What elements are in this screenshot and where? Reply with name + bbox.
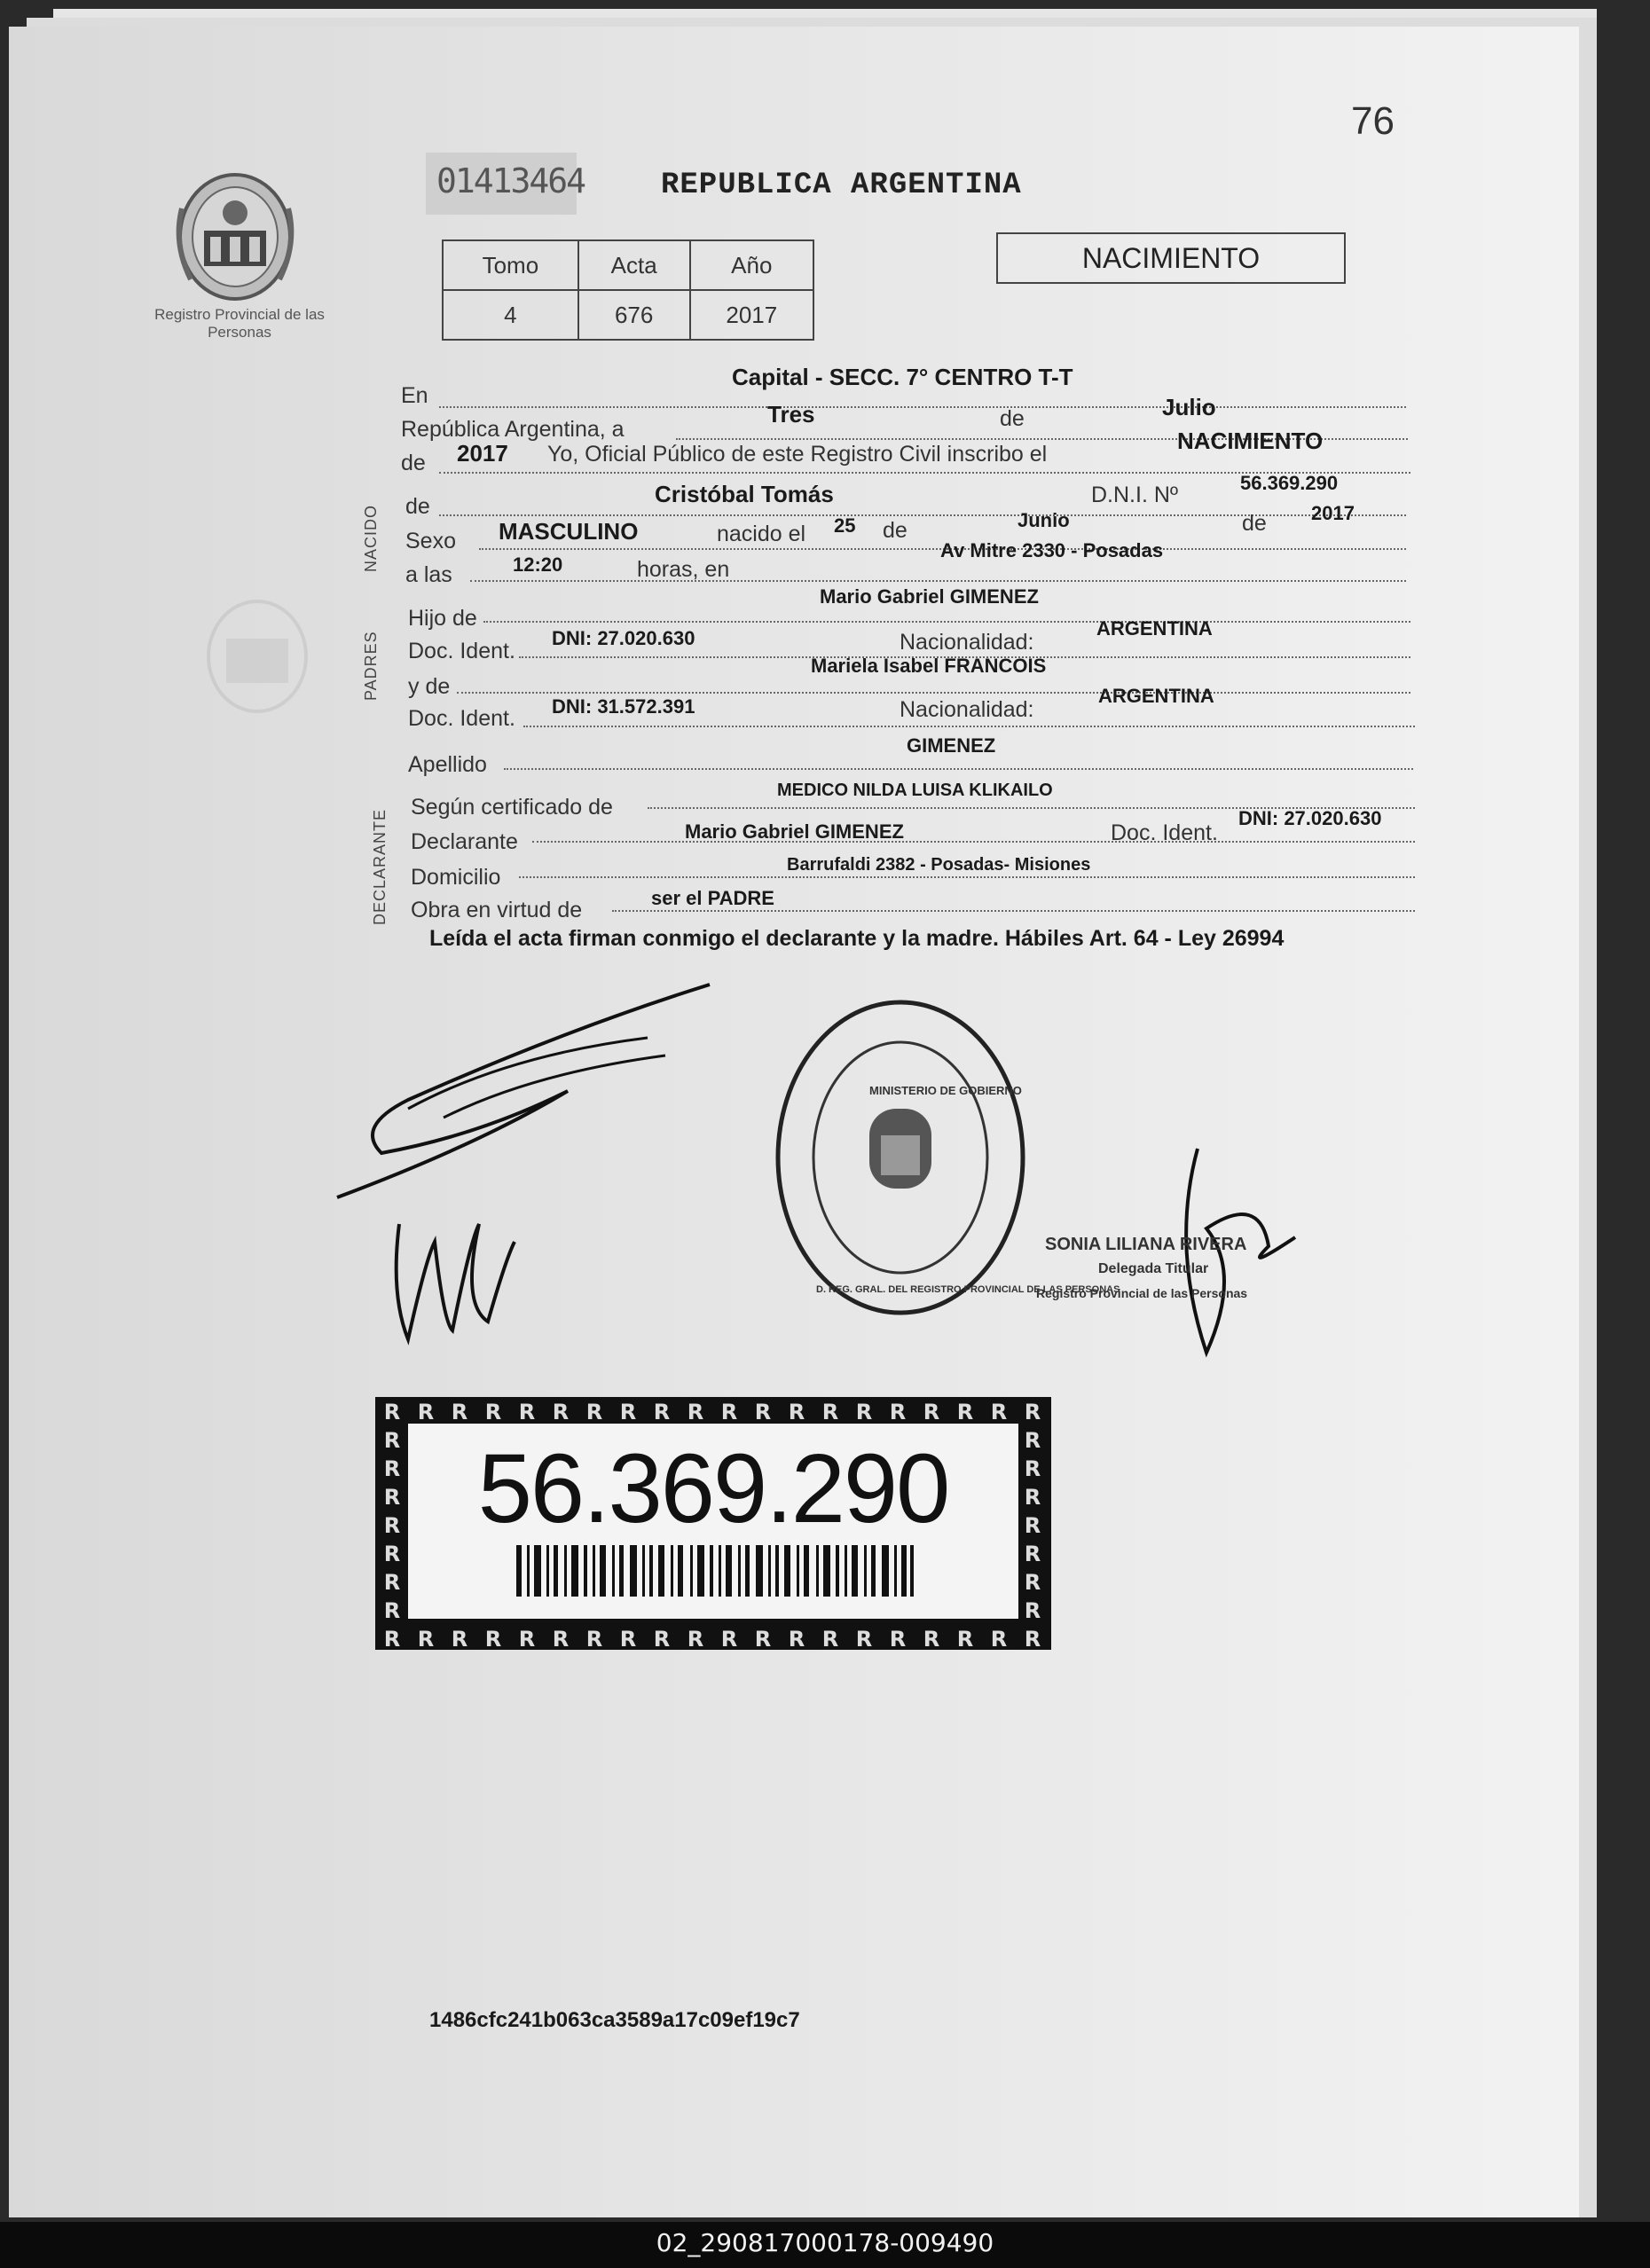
label-de-nombre: de bbox=[405, 494, 430, 519]
label-doc-ident-2: Doc. Ident. bbox=[408, 706, 515, 731]
value-hora: 12:20 bbox=[513, 553, 563, 576]
official-registry-seal-icon bbox=[767, 993, 1033, 1322]
label-segun: Según certificado de bbox=[411, 795, 613, 820]
label-republica: República Argentina, a bbox=[401, 417, 625, 442]
ghost-seal-icon bbox=[200, 594, 315, 727]
official-role: Delegada Titular bbox=[1098, 1261, 1209, 1276]
official-name: SONIA LILIANA RIVERA bbox=[1045, 1235, 1247, 1254]
mother-signature-icon bbox=[381, 1189, 523, 1357]
label-domicilio: Domicilio bbox=[411, 865, 501, 890]
seal-inner-text: MINISTERIO DE GOBIERNO bbox=[869, 1084, 1022, 1097]
header-anio: Año bbox=[690, 240, 813, 290]
barcode-bars-icon bbox=[516, 1545, 915, 1597]
seal-ring-text: D. REG. GRAL. DEL REGISTRO PROVINCIAL DE LAS PERSONAS bbox=[816, 1284, 1120, 1295]
official-office: Registro Provincial de las Personas bbox=[1036, 1286, 1248, 1300]
label-y-de: y de bbox=[408, 674, 451, 699]
value-dia: Tres bbox=[767, 401, 815, 428]
value-mes-nac: Junio bbox=[1018, 509, 1070, 531]
logo-caption: Registro Provincial de las Personas bbox=[154, 306, 325, 341]
value-anio: 2017 bbox=[690, 290, 813, 340]
value-declarante-doc: DNI: 27.020.630 bbox=[1238, 807, 1382, 829]
registry-table-value-row bbox=[443, 290, 813, 340]
value-apellido: GIMENEZ bbox=[907, 734, 996, 757]
value-dia-nac: 25 bbox=[834, 514, 856, 537]
header-acta: Acta bbox=[578, 240, 690, 290]
page-number: 76 bbox=[1351, 99, 1395, 143]
label-nacionalidad-1: Nacionalidad: bbox=[900, 630, 1034, 655]
label-doc-ident-1: Doc. Ident. bbox=[408, 639, 515, 663]
value-padre: Mario Gabriel GIMENEZ bbox=[820, 585, 1039, 608]
label-doc-ident-3: Doc. Ident. bbox=[1111, 820, 1218, 845]
serial-number: 01413464 bbox=[426, 153, 577, 215]
value-declarante: Mario Gabriel GIMENEZ bbox=[685, 820, 904, 843]
label-de-dia: de bbox=[883, 518, 908, 543]
label-de-anio2: de bbox=[1242, 511, 1267, 536]
registry-table-header-row bbox=[443, 240, 813, 290]
header-tomo: Tomo bbox=[443, 240, 578, 290]
value-nombre: Cristóbal Tomás bbox=[655, 481, 834, 507]
registry-table bbox=[442, 239, 814, 341]
label-nacido-el: nacido el bbox=[717, 522, 806, 546]
value-lugar: Capital - SECC. 7° CENTRO T-T bbox=[732, 364, 1073, 390]
label-a-las: a las bbox=[405, 562, 452, 587]
label-sexo: Sexo bbox=[405, 529, 456, 553]
value-domicilio: Barrufaldi 2382 - Posadas- Misiones bbox=[787, 855, 1091, 875]
label-horas-en: horas, en bbox=[637, 557, 730, 582]
closing-statement: Leída el acta firman conmigo el declarante y la madre. Hábiles Art. 64 - Ley 26994 bbox=[429, 926, 1285, 951]
label-de-mes: de bbox=[1000, 406, 1025, 431]
value-sexo: MASCULINO bbox=[499, 518, 639, 545]
label-nacionalidad-2: Nacionalidad: bbox=[900, 697, 1034, 722]
value-madre-nac: ARGENTINA bbox=[1098, 685, 1214, 707]
label-oficial: Yo, Oficial Público de este Registro Civil inscribo el bbox=[547, 442, 1048, 467]
declarant-signature-icon bbox=[302, 976, 727, 1206]
label-apellido: Apellido bbox=[408, 752, 487, 777]
value-dni: 56.369.290 bbox=[1240, 472, 1339, 494]
value-acta: 676 bbox=[578, 290, 690, 340]
document-hash: 1486cfc241b063ca3589a17c09ef19c7 bbox=[429, 2008, 800, 2032]
value-madre-doc: DNI: 31.572.391 bbox=[552, 695, 695, 718]
line-hora bbox=[470, 555, 1406, 582]
value-madre: Mariela Isabel FRANCOIS bbox=[811, 655, 1047, 677]
value-mes: Julio bbox=[1162, 394, 1216, 420]
value-acto: NACIMIENTO bbox=[1177, 428, 1324, 454]
document-title: REPUBLICA ARGENTINA bbox=[661, 169, 1022, 202]
section-label-nacido: NACIDO bbox=[362, 504, 380, 572]
value-obra: ser el PADRE bbox=[651, 887, 774, 909]
section-label-declarante: DECLARANTE bbox=[371, 808, 389, 925]
provincial-coat-of-arms-icon bbox=[164, 164, 306, 306]
label-hijo-de: Hijo de bbox=[408, 606, 477, 631]
value-padre-nac: ARGENTINA bbox=[1096, 617, 1213, 640]
value-certificado: MEDICO NILDA LUISA KLIKAILO bbox=[777, 781, 1053, 800]
record-type-box: NACIMIENTO bbox=[996, 232, 1346, 284]
label-dni: D.N.I. Nº bbox=[1091, 483, 1179, 507]
footer-file-id: 02_290817000178-009490 bbox=[656, 2228, 994, 2257]
value-anio: 2017 bbox=[457, 440, 508, 467]
section-label-padres: PADRES bbox=[362, 631, 380, 701]
label-de-anio: de bbox=[401, 451, 426, 475]
label-obra: Obra en virtud de bbox=[411, 898, 583, 922]
value-tomo: 4 bbox=[443, 290, 578, 340]
label-declarante: Declarante bbox=[411, 829, 518, 854]
value-padre-doc: DNI: 27.020.630 bbox=[552, 627, 695, 649]
value-anio-nac: 2017 bbox=[1311, 502, 1355, 524]
label-en: En bbox=[401, 383, 428, 408]
value-lugar-nac: Av Mitre 2330 - Posadas bbox=[940, 539, 1164, 561]
barcode-number: 56.369.290 bbox=[477, 1434, 949, 1543]
